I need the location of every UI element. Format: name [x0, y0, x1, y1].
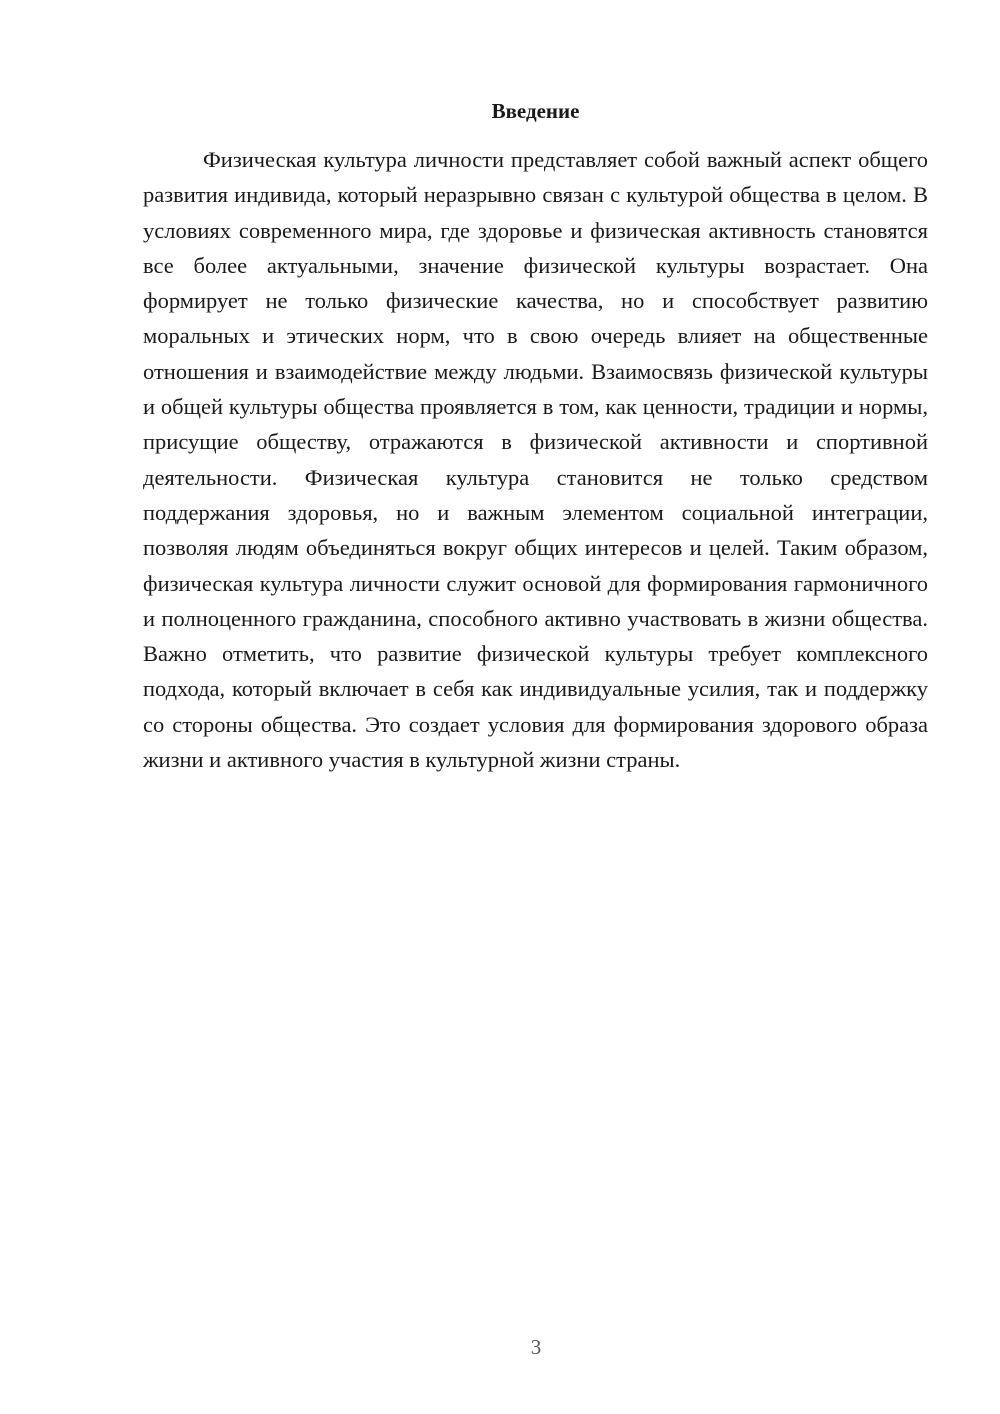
body-paragraph: Физическая культура личности представляет собой важный аспект общего развития индивида, который неразрывно связан с культурой общества в целом. В условиях современного мира, где здоровье и физическая активность становятся все более актуальными, значение физической культуры возрастает. Она формирует не только физические качества, но и способствует развитию моральных и этических норм, что в свою очередь влияет на общественные отношения и взаимодействие между людьми. Взаимосвязь физической культуры и общей культуры общества проявляется в том, как ценности, традиции и нормы, присущие обществу, отражаются в физической активности и спортивной деятельности. Физическая культура становится не только средством поддержания здоровья, но и важным элементом социальной интеграции, позволяя людям объединяться вокруг общих интересов и целей. Таким образом, физическая культура личности служит основой для формирования гармоничного и полноценного гражданина, способного активно участвовать в жизни общества. Важно отметить, что развитие физической культуры требует комплексного подхода, который включает в себя как индивидуальные усилия, так и поддержку со стороны общества. Это создает условия для формирования здорового образа жизни и активного участия в культурной жизни страны.	[143, 147, 928, 773]
section-heading: Введение	[491, 99, 580, 123]
page-number: 3	[530, 1335, 542, 1359]
